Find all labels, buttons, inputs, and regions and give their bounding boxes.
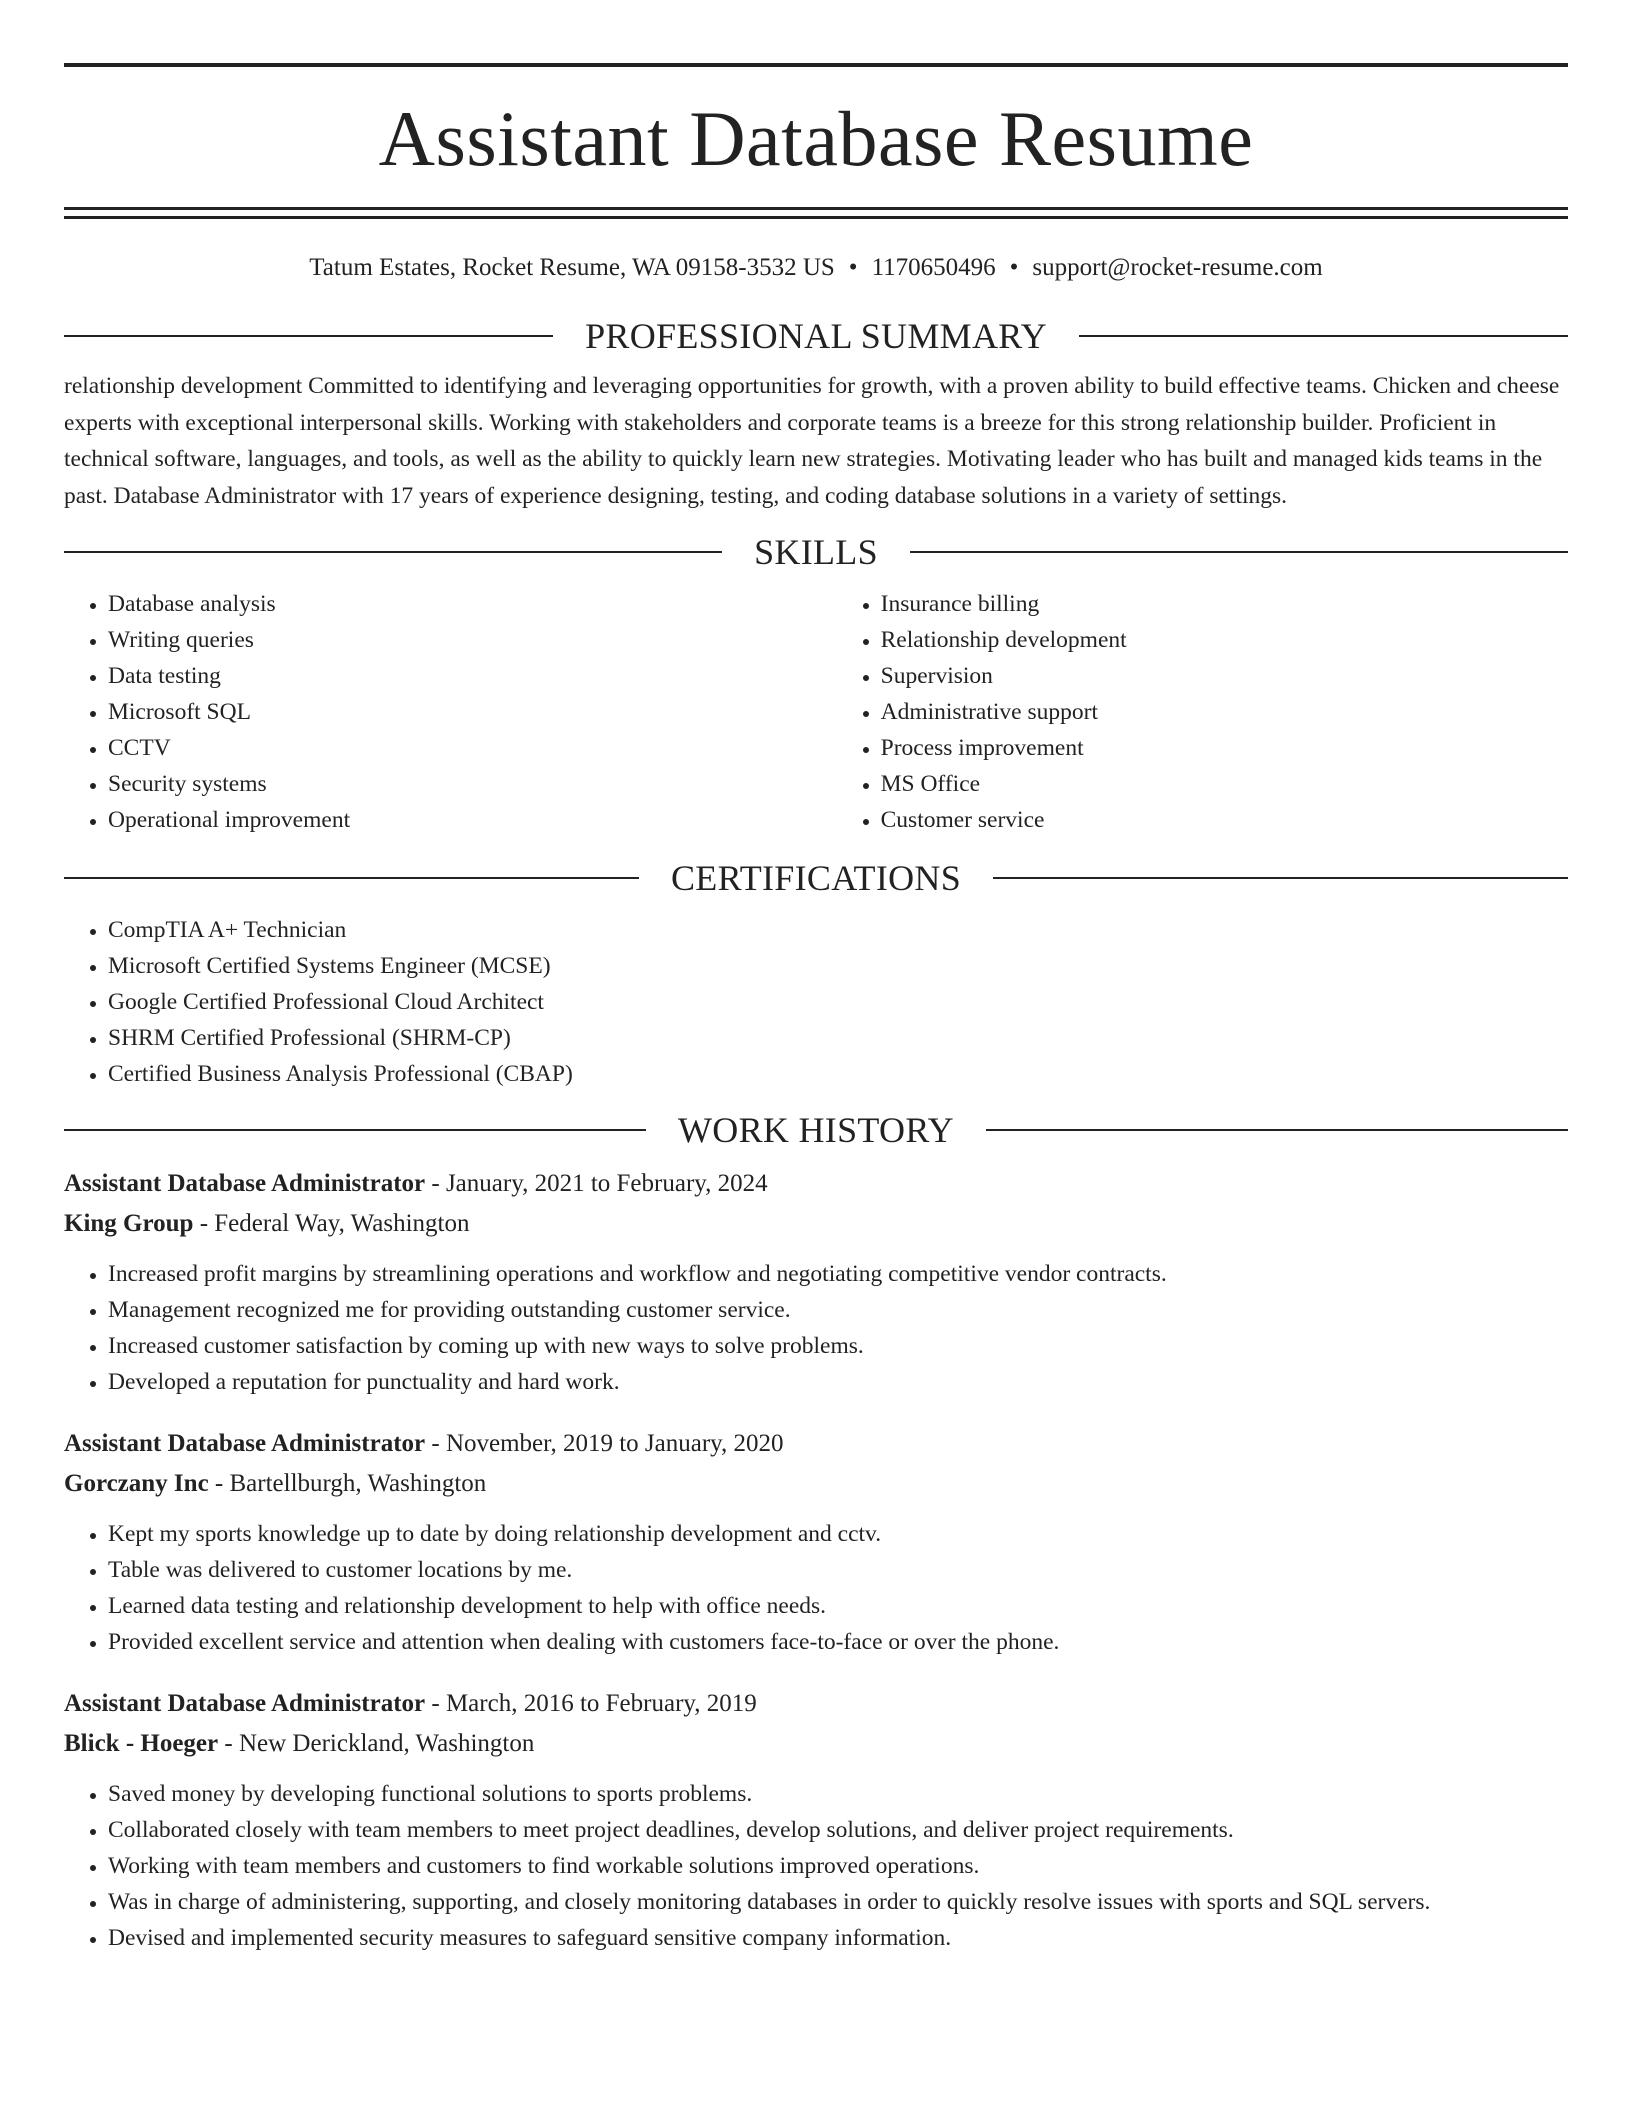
skill-item: • Security systems (108, 766, 837, 802)
job-title-line (64, 1164, 1568, 1204)
skill-item: • Customer service (881, 802, 1568, 838)
section-rule-right (1079, 335, 1568, 337)
work-history-heading: WORK HISTORY (678, 1110, 954, 1150)
job-bullet: • Increased profit margins by streamlining operations and workflow and negotiating competitive vendor contracts. (108, 1256, 1568, 1292)
job-company: Blick - Hoeger (64, 1730, 219, 1757)
job-bullet: • Saved money by developing functional solutions to sports problems. (108, 1776, 1568, 1812)
job-entry (64, 1684, 1568, 1956)
job-title: Assistant Database Administrator (64, 1430, 426, 1457)
job-dates: - March, 2016 to February, 2019 (425, 1690, 757, 1717)
contact-phone: 1170650496 (871, 254, 996, 281)
job-bullet: • Kept my sports knowledge up to date by doing relationship development and cctv. (108, 1516, 1568, 1552)
skill-item: • CCTV (108, 730, 837, 766)
skill-item: • MS Office (881, 766, 1568, 802)
job-location: - Federal Way, Washington (193, 1210, 470, 1237)
summary-section-header (64, 316, 1568, 356)
skill-item: • Writing queries (108, 622, 837, 658)
skill-item: • Process improvement (881, 730, 1568, 766)
job-bullet: • Collaborated closely with team members to meet project deadlines, develop solutions, and deliver project requirements. (108, 1812, 1568, 1848)
certification-item: • Certified Business Analysis Professional (CBAP) (108, 1056, 1568, 1092)
contact-separator: • (1009, 254, 1019, 281)
job-company-line (64, 1204, 1568, 1244)
title-double-rule (64, 207, 1568, 219)
job-bullet: • Devised and implemented security measures to safeguard sensitive company information. (108, 1920, 1568, 1956)
job-company: Gorczany Inc (64, 1470, 209, 1497)
certification-item: • Microsoft Certified Systems Engineer (MCSE) (108, 948, 1568, 984)
contact-line (64, 253, 1568, 283)
job-bullets (64, 1256, 1568, 1400)
contact-email: support@rocket-resume.com (1032, 254, 1323, 281)
work-history-section-header (64, 1110, 1568, 1150)
certification-item: • SHRM Certified Professional (SHRM-CP) (108, 1020, 1568, 1056)
section-rule-right (986, 1129, 1568, 1131)
job-title-line (64, 1684, 1568, 1724)
skills-heading: SKILLS (754, 532, 878, 572)
job-location: - Bartellburgh, Washington (208, 1470, 487, 1497)
job-title: Assistant Database Administrator (64, 1170, 426, 1197)
section-rule-left (64, 877, 639, 879)
job-dates: - November, 2019 to January, 2020 (425, 1430, 784, 1457)
resume-page (64, 63, 1568, 1956)
skills-list-right (837, 586, 1568, 838)
job-bullet: • Provided excellent service and attention when dealing with customers face-to-face or over the phone. (108, 1624, 1568, 1660)
certifications-heading: CERTIFICATIONS (670, 858, 962, 898)
job-bullet: • Was in charge of administering, supporting, and closely monitoring databases in order to quickly resolve issues with sports and SQL servers. (108, 1884, 1568, 1920)
job-title-line (64, 1424, 1568, 1464)
skills-list-left (64, 586, 837, 838)
contact-separator: • (848, 254, 858, 281)
job-bullets (64, 1776, 1568, 1956)
skill-item: • Relationship development (881, 622, 1568, 658)
section-rule-right (910, 551, 1568, 553)
skill-item: • Supervision (881, 658, 1568, 694)
skills-section-header (64, 532, 1568, 572)
job-company-line (64, 1724, 1568, 1764)
certification-item: • CompTIA A+ Technician (108, 912, 1568, 948)
job-entry (64, 1424, 1568, 1660)
section-rule-left (64, 1129, 646, 1131)
job-entry (64, 1164, 1568, 1400)
top-rule (64, 63, 1568, 67)
certification-item: • Google Certified Professional Cloud Architect (108, 984, 1568, 1020)
job-bullet: • Learned data testing and relationship development to help with office needs. (108, 1588, 1568, 1624)
skill-item: • Administrative support (881, 694, 1568, 730)
job-bullets (64, 1516, 1568, 1660)
skill-item: • Database analysis (108, 586, 837, 622)
job-company: King Group (64, 1210, 194, 1237)
job-title: Assistant Database Administrator (64, 1690, 426, 1717)
job-company-line (64, 1464, 1568, 1504)
section-rule-left (64, 551, 722, 553)
skill-item: • Data testing (108, 658, 837, 694)
section-rule-left (64, 335, 553, 337)
job-bullet: • Working with team members and customers to find workable solutions improved operations. (108, 1848, 1568, 1884)
job-location: - New Derickland, Washington (218, 1730, 535, 1757)
job-bullet: • Increased customer satisfaction by coming up with new ways to solve problems. (108, 1328, 1568, 1364)
summary-text: relationship development Committed to identifying and leveraging opportunities for growth, with a proven ability to build effective teams. Chicken and cheese experts with exceptional interpersonal skills. Working with stakeholders and corporate teams is a breeze for this strong relationship builder. Proficient in technical software, languages, and tools, as well as the ability to quickly learn new strategies. Motivating leader who has built and managed kids teams in the past. Database Administrator with 17 years of experience designing, testing, and coding database solutions in a variety of settings. (64, 373, 1560, 509)
skills-columns (64, 586, 1568, 838)
job-bullet: • Management recognized me for providing outstanding customer service. (108, 1292, 1568, 1328)
contact-address: Tatum Estates, Rocket Resume, WA 09158-3532 US (309, 254, 835, 281)
summary-heading: PROFESSIONAL SUMMARY (585, 316, 1047, 356)
job-bullet: • Table was delivered to customer locations by me. (108, 1552, 1568, 1588)
job-dates: - January, 2021 to February, 2024 (425, 1170, 768, 1197)
resume-title: Assistant Database Resume (378, 95, 1254, 182)
job-bullet: • Developed a reputation for punctuality and hard work. (108, 1364, 1568, 1400)
certifications-list (64, 912, 1568, 1092)
skill-item: • Microsoft SQL (108, 694, 837, 730)
skill-item: • Operational improvement (108, 802, 837, 838)
section-rule-right (993, 877, 1568, 879)
certifications-section-header (64, 858, 1568, 898)
skill-item: • Insurance billing (881, 586, 1568, 622)
